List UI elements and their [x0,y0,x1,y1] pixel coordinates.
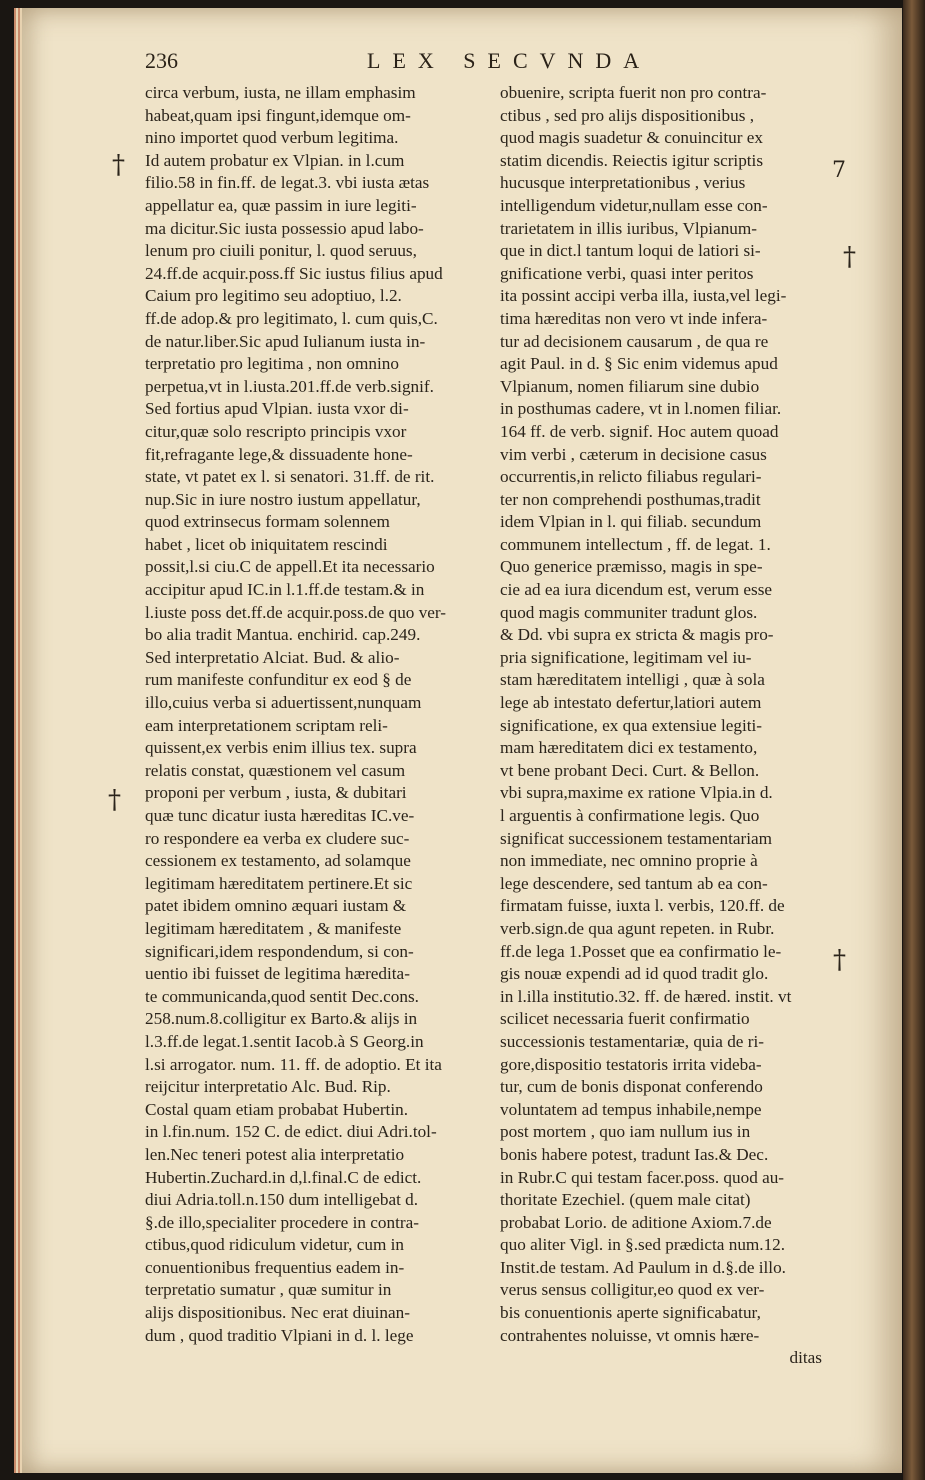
left-margin-dagger-2: † [108,785,121,815]
text-line: diui Adria.toll.n.150 dum intelligebat d. [145,1190,419,1210]
text-line: terpretatio pro legitima , non omnino [145,354,399,374]
text-line: citur,quæ solo rescripto principis vxor [145,421,407,441]
text-line: quod extrinsecus formam solennem [145,512,390,532]
text-line: agit Paul. in d. § Sic enim videmus apud [500,354,778,374]
text-line: dum , quod traditio Vlpiani in d. l. lege [145,1325,414,1345]
text-line: Caium pro legitimo seu adoptiuo, l.2. [145,286,402,306]
text-line: habeat,quam ipsi fingunt,idemque om- [145,105,411,125]
text-line: vbi supra,maxime ex ratione Vlpia.in d. [500,783,773,803]
text-line: probabat Lorio. de aditione Axiom.7.de [500,1212,772,1232]
text-line: l.3.ff.de legat.1.sentit Iacob.à S Georg.in [145,1031,424,1051]
text-line: statim dicendis. Reiectis igitur scriptis [500,150,764,170]
text-line: proponi per verbum , iusta, & dubitari [145,783,407,803]
text-line: ditas [789,1348,822,1368]
text-line: lege descendere, sed tantum ab ea con- [500,873,768,893]
text-line: fit,refragante lege,& dissuadente hone- [145,444,413,464]
text-line: Costal quam etiam probabat Hubertin. [145,1099,408,1119]
text-line: Instit.de testam. Ad Paulum in d.§.de illo. [500,1257,786,1277]
text-line: gnificatione verbi, quasi inter peritos [500,263,754,283]
text-line: Vlpianum, nomen filiarum sine dubio [500,376,760,396]
text-line: nino importet quod verbum legitima. [145,128,399,148]
text-line: idem Vlpian in l. qui filiab. secundum [500,512,762,532]
right-margin-dagger-1: † [843,242,856,272]
text-line: voluntatem ad tempus inhabile,nempe [500,1099,762,1119]
text-line: cessionem ex testamento, ad solamque [145,851,411,871]
text-line: in l.fin.num. 152 C. de edict. diui Adri.tol- [145,1122,437,1142]
text-line: vim verbi , cæterum in decisione casus [500,444,767,464]
text-line: ita possint accipi verba illa, iusta,vel legi- [500,286,787,306]
text-line: Quo generice præmisso, magis in spe- [500,557,763,577]
text-line: trarietatem in illis iuribus, Vlpianum- [500,218,757,238]
left-text-column [145,82,485,1347]
text-line: obuenire, scripta fuerit non pro contra- [500,83,767,102]
text-line: non immediate, nec omnino proprie à [500,851,758,871]
text-line: bis conuentionis aperte significabatur, [500,1303,761,1323]
text-line: filio.58 in fin.ff. de legat.3. vbi iusta ætas [145,173,430,193]
text-line: possit,l.si ciu.C de appell.Et ita necessario [145,557,435,577]
text-line: stam hæreditatem intelligi , quæ à sola [500,670,765,690]
text-line: thoritate Ezechiel. (quem male citat) [500,1190,751,1210]
text-line: quæ tunc dicatur iusta hæreditas IC.ve- [145,806,415,825]
text-line: conuentionibus frequentius eadem in- [145,1257,405,1277]
text-line: post mortem , quo iam nullum ius in [500,1122,751,1142]
running-head: LEX SECVNDA [367,48,652,73]
text-line: 164 ff. de verb. signif. Hoc autem quoad [500,421,779,441]
text-line: tima hæreditas non vero vt inde infera- [500,308,768,328]
text-line: l.iuste poss det.ff.de acquir.poss.de quo ver- [145,602,447,622]
text-line: state, vt patet ex l. si senatori. 31.ff. de rit. [145,467,435,487]
text-line: hucusque interpretationibus , verius [500,173,746,193]
text-line: legitimam hæreditatem pertinere.Et sic [145,873,413,893]
text-line: in posthumas cadere, vt in l.nomen filiar. [500,399,782,419]
text-line: 24.ff.de acquir.poss.ff Sic iustus filius apud [145,263,443,283]
text-line: quod magis communiter tradunt glos. [500,602,758,622]
text-line: rum manifeste confunditur ex eod § de [145,670,412,690]
text-line: tur, cum de bonis disponat conferendo [500,1077,763,1097]
text-line: in Rubr.C qui testam facer.poss. quod au- [500,1167,785,1187]
left-margin-dagger-1: † [112,150,125,180]
text-line: verb.sign.de qua agunt repeten. in Rubr. [500,918,775,938]
text-line: bonis habere potest, tradunt Ias.& Dec. [500,1144,769,1164]
text-line: eam interpretationem scriptam reli- [145,715,388,735]
text-line: que in dict.l tantum loqui de latiori si- [500,241,761,261]
text-line: significatione, ex qua extensiue legiti- [500,715,763,735]
text-line: successionis testamentariæ, quia de ri- [500,1031,764,1051]
text-line: intelligendum videtur,nullam esse con- [500,195,768,215]
text-line: §.de illo,specialiter procedere in contra- [145,1212,419,1232]
text-line: len.Nec teneri potest alia interpretatio [145,1144,405,1164]
text-line: circa verbum, iusta, ne illam emphasim [145,83,416,102]
text-line: ro respondere ea verba ex cludere suc- [145,828,410,848]
text-line: perpetua,vt in l.iusta.201.ff.de verb.signif. [145,376,434,396]
text-line: cie ad ea iura dicendum est, verum esse [500,580,773,600]
text-line: appellatur ea, quæ passim in iure legiti- [145,195,417,215]
text-line: reijcitur interpretatio Alc. Bud. Rip. [145,1077,391,1097]
text-line: habet , licet ob iniquitatem rescindi [145,534,388,554]
text-line: in l.illa institutio.32. ff. de hæred. instit. vt [500,986,792,1006]
text-line: Id autem probatur ex Vlpian. in l.cum [145,150,405,170]
book-spine-edge [903,0,925,1480]
text-line: ter non comprehendi posthumas,tradit [500,489,761,509]
text-line: significat successionem testamentariam [500,828,773,848]
text-line: relatis constat, quæstionem vel casum [145,760,406,780]
text-line: contrahentes noluisse, vt omnis hære- [500,1325,760,1345]
text-line: communem intellectum , ff. de legat. 1. [500,534,771,554]
text-line: quissent,ex verbis enim illius tex. supra [145,738,417,758]
text-line: de natur.liber.Sic apud Iulianum iusta in- [145,331,426,351]
text-line: lenum pro ciuili ponitur, l. quod seruus, [145,241,417,261]
text-line: mam hæreditatem dici ex testamento, [500,738,758,758]
text-line: legitimam hæreditatem , & manifeste [145,918,402,938]
text-line: patet ibidem omnino æquari iustam & [145,896,407,916]
text-line: 258.num.8.colligitur ex Barto.& alijs in [145,1009,418,1029]
text-line: alijs dispositionibus. Nec erat diuinan- [145,1303,410,1323]
text-line: l arguentis à confirmatione legis. Quo [500,806,760,825]
text-line: accipitur apud IC.in l.1.ff.de testam.& in [145,580,425,600]
text-line: scilicet necessaria fuerit confirmatio [500,1009,750,1029]
right-text-column [500,82,822,1370]
text-line: illo,cuius verba si aduertissent,nunquam [145,693,422,713]
text-line: terpretatio sumatur , quæ sumitur in [145,1280,392,1300]
text-line: gis nouæ expendi ad id quod tradit glo. [500,964,769,984]
text-line: Sed fortius apud Vlpian. iusta vxor di- [145,399,409,419]
text-line: significari,idem respondendum, si con- [145,941,414,961]
text-line: & Dd. vbi supra ex stricta & magis pro- [500,625,774,645]
text-line: tur ad decisionem causarum , de qua re [500,331,769,351]
text-line: gore,dispositio testatoris irrita videba- [500,1054,762,1074]
text-line: te communicanda,quod sentit Dec.cons. [145,986,419,1006]
text-line: quo aliter Vigl. in §.sed prædicta num.12. [500,1235,786,1255]
text-line: lege ab intestato defertur,latiori autem [500,693,762,713]
text-line: Hubertin.Zuchard.in d,l.final.C de edict. [145,1167,422,1187]
text-line: ff.de lega 1.Posset que ea confirmatio le- [500,941,782,961]
folio-number: 236 [145,48,178,73]
text-line: uentio ibi fuisset de legitima hæredita- [145,964,410,984]
text-line: ctibus , sed pro alijs dispositionibus , [500,105,754,125]
text-line: occurrentis,in relicto filiabus regulari- [500,467,762,487]
right-margin-note-number: 7 [832,158,846,183]
text-line: nup.Sic in iure nostro iustum appellatur, [145,489,421,509]
text-line: ctibus,quod ridiculum videtur, cum in [145,1235,404,1255]
text-line: ma dicitur.Sic iusta possessio apud labo- [145,218,424,238]
text-line: firmatam fuisse, iuxta l. verbis, 120.ff. de [500,896,785,916]
text-line: quod magis suadetur & conuincitur ex [500,128,764,148]
text-line: vt bene probant Deci. Curt. & Bellon. [500,760,760,780]
page-header [145,48,825,78]
text-line: l.si arrogator. num. 11. ff. de adoptio. Et ita [145,1054,442,1074]
text-line: Sed interpretatio Alciat. Bud. & alio- [145,647,400,667]
text-line: pria significatione, legitimam vel iu- [500,647,752,667]
right-margin-dagger-2: † [833,945,846,975]
text-line: ff.de adop.& pro legitimato, l. cum quis,C. [145,308,438,328]
text-line: bo alia tradit Mantua. enchirid. cap.249. [145,625,421,645]
text-line: verus sensus colligitur,eo quod ex ver- [500,1280,765,1300]
